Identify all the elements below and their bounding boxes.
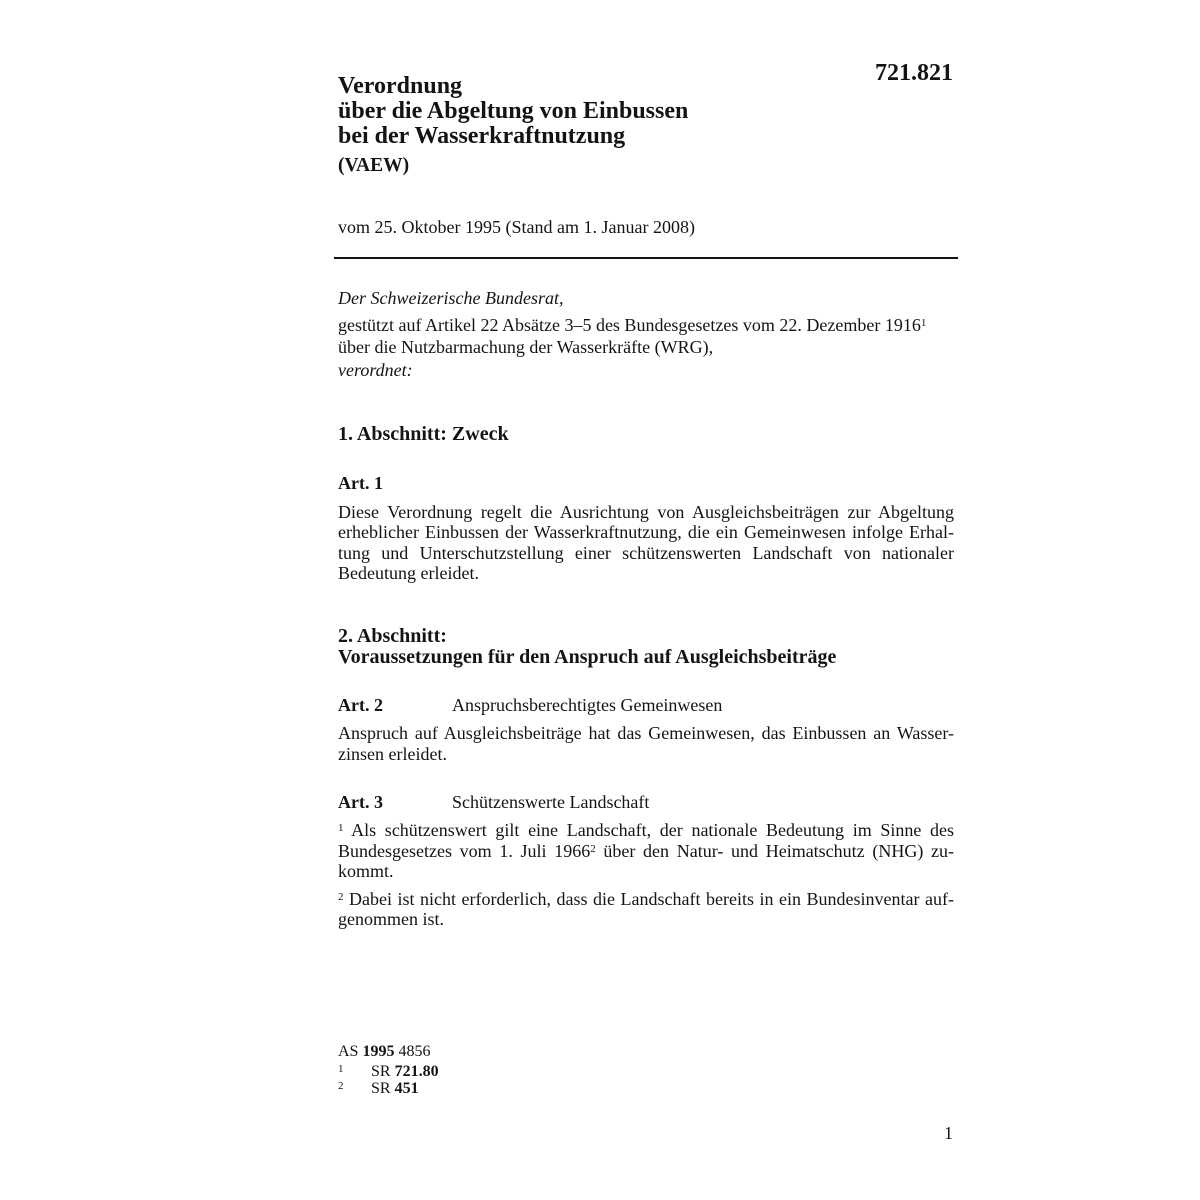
section-heading-line: 1. Abschnitt: Zweck (338, 422, 509, 445)
article-text-line: erheblicher Einbussen der Wasserkraftnutzung, die ein Gemeinwesen infolge Erhal- (338, 522, 954, 542)
article-header (338, 473, 452, 493)
footnote-number: 1 (338, 1063, 344, 1075)
paragraph-text: über den Natur- und Heimatschutz (NHG) zu- (603, 841, 954, 861)
sr-number: 721.821 (875, 60, 953, 86)
article-text-line: tung und Unterschutzstellung einer schützenswerten Landschaft von nationaler (338, 543, 954, 563)
footnote-ref: 451 (394, 1080, 419, 1097)
article-header (338, 695, 722, 715)
article-label: Art. 3 (338, 792, 383, 812)
source-page: 4856 (398, 1043, 431, 1060)
title-line: über die Abgeltung von Einbussen (338, 97, 689, 124)
title-line: Verordnung (338, 72, 463, 99)
article-label: Art. 2 (338, 695, 383, 715)
source-prefix: AS (338, 1043, 359, 1060)
paragraph-text: Bundesgesetzes vom 1. Juli 1966 (338, 841, 591, 861)
page-number: 1 (944, 1123, 953, 1143)
document-title (338, 74, 688, 149)
document-date-line: vom 25. Oktober 1995 (Stand am 1. Januar 2008) (338, 217, 695, 237)
article-text-line: Diese Verordnung regelt die Ausrichtung von Ausgleichsbeiträgen zur Abgeltung (338, 502, 954, 522)
article-text-line: genommen ist. (338, 909, 444, 929)
article-text-line: zinsen erleidet. (338, 744, 447, 764)
section-heading-line: Voraussetzungen für den Anspruch auf Ausgleichsbeiträge (338, 645, 837, 668)
footnote-prefix: SR (371, 1080, 391, 1097)
section-heading-line: 2. Abschnitt: (338, 624, 447, 647)
footnote-reference: 2 (590, 842, 596, 855)
article-text-line: kommt. (338, 861, 394, 881)
article-text-line: Bedeutung erleidet. (338, 563, 479, 583)
article-header (338, 792, 649, 812)
footnote-reference: 1 (920, 316, 927, 329)
paragraph-number: 2 (338, 890, 344, 903)
legal-basis-text: gestützt auf Artikel 22 Absätze 3–5 des Bundesgesetzes vom 22. Dezember 1916 (338, 315, 921, 335)
article-label: Art. 1 (338, 473, 383, 493)
paragraph-text: Als schützenswert gilt eine Landschaft, der nationale Bedeutung im Sinne des (351, 820, 954, 840)
footnote-source (338, 1043, 430, 1061)
preamble-legal-basis-line (338, 315, 926, 335)
article-text-line: Anspruch auf Ausgleichsbeiträge hat das Gemeinwesen, das Einbussen an Wasser- (338, 723, 954, 743)
source-year: 1995 (362, 1043, 395, 1060)
section-heading (338, 424, 509, 445)
preamble-authority: Der Schweizerische Bundesrat, (338, 288, 564, 308)
footnote-number: 2 (338, 1080, 344, 1092)
header-divider (334, 257, 958, 259)
footnote-ref: 721.80 (394, 1063, 439, 1080)
document-abbreviation: (VAEW) (338, 155, 410, 176)
article-title: Anspruchsberechtigtes Gemeinwesen (452, 695, 723, 715)
title-line: bei der Wasserkraftnutzung (338, 122, 626, 149)
preamble-legal-basis-line: über die Nutzbarmachung der Wasserkräfte (WRG), (338, 337, 714, 357)
preamble-enactment: verordnet: (338, 360, 413, 380)
article-text-line (338, 820, 954, 840)
article-text-line (338, 841, 954, 861)
article-text-line (338, 889, 954, 909)
section-heading (338, 626, 836, 668)
paragraph-text: Dabei ist nicht erforderlich, dass die Landschaft bereits in ein Bundesinventar auf- (349, 889, 954, 909)
footnote-prefix: SR (371, 1063, 391, 1080)
article-title: Schützenswerte Landschaft (452, 792, 650, 812)
paragraph-number: 1 (338, 821, 344, 834)
footnote-item (338, 1080, 419, 1099)
